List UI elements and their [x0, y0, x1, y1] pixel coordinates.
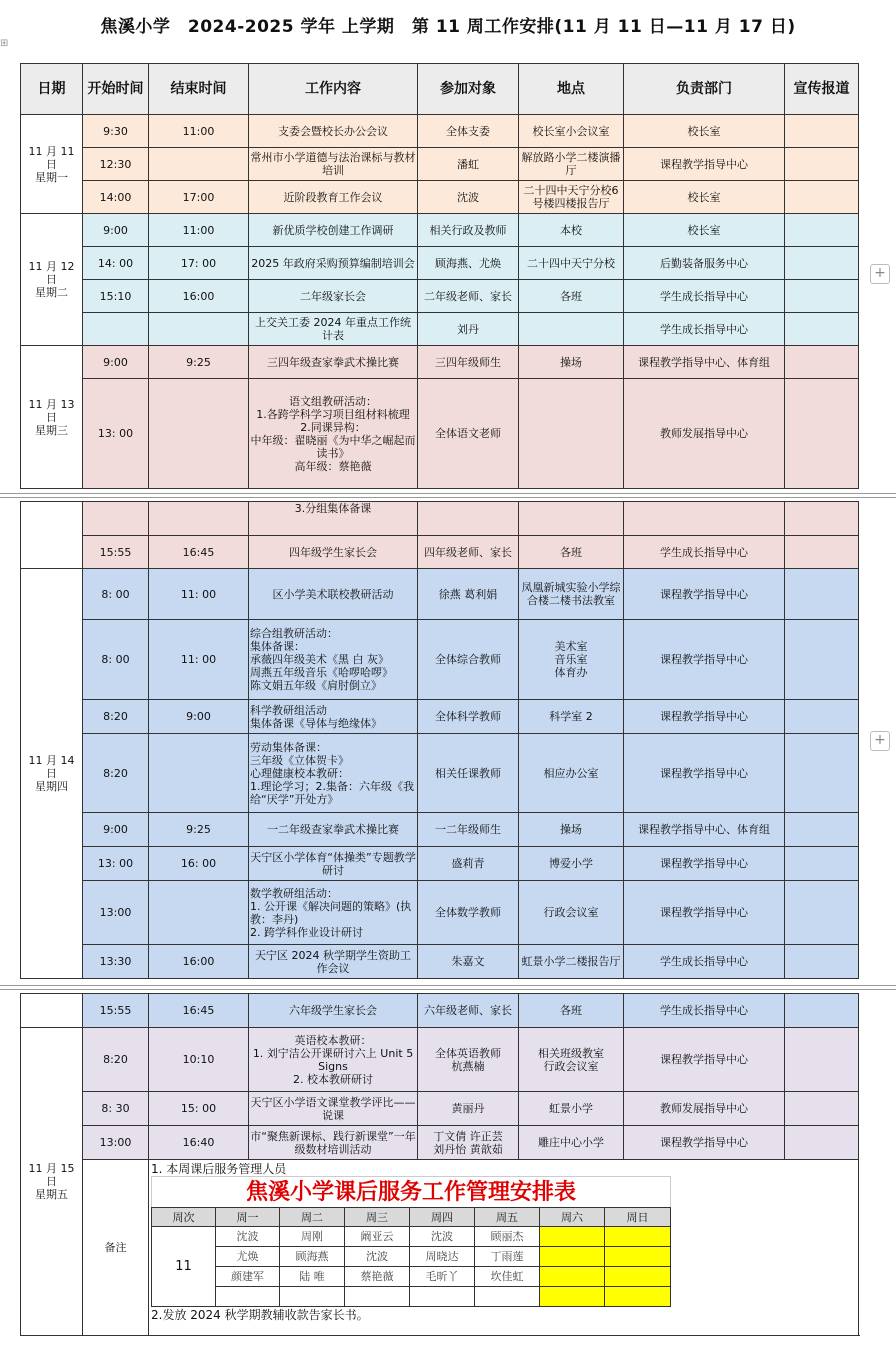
- cell-publicity: [785, 313, 859, 346]
- cell-department: 校长室: [624, 214, 785, 247]
- cell-participants: 二年级老师、家长: [418, 280, 519, 313]
- cell-department: 学生成长指导中心: [624, 945, 785, 979]
- cell-location: 各班: [519, 994, 624, 1028]
- header-publicity: 宣传报道: [785, 64, 859, 115]
- cell-publicity: [785, 247, 859, 280]
- day-cell-continued: [21, 994, 83, 1028]
- cell-participants: 刘丹: [418, 313, 519, 346]
- cell-end: [149, 502, 249, 536]
- service-header-row: [152, 1208, 671, 1227]
- cell-end: 9:25: [149, 813, 249, 847]
- cell-start: 13:30: [83, 945, 149, 979]
- table-row: [21, 1126, 859, 1160]
- cell-department: 课程教学指导中心: [624, 569, 785, 620]
- service-cell: 周晓达: [410, 1247, 475, 1267]
- service-header: 周六: [540, 1208, 605, 1227]
- cell-participants: 全体科学教师: [418, 700, 519, 734]
- table-row: [21, 881, 859, 945]
- cell-content: 新优质学校创建工作调研: [249, 214, 418, 247]
- service-table-title: 焦溪小学课后服务工作管理安排表: [151, 1176, 671, 1207]
- cell-content: 科学教研组活动 集体备课《导体与绝缘体》: [249, 700, 418, 734]
- cell-publicity: [785, 620, 859, 700]
- service-cell: 丁雨莲: [475, 1247, 540, 1267]
- service-cell-weekend: [540, 1247, 605, 1267]
- cell-department: 后勤装备服务中心: [624, 247, 785, 280]
- cell-content: 天宁区小学语文课堂教学评比——说课: [249, 1092, 418, 1126]
- cell-content: 语文组教研活动： 1.各跨学科学习项目组材料梳理 2.同课异构： 中年级：翟晓丽《为中华之崛起而读书》 高年级：蔡艳薇: [249, 379, 418, 489]
- cell-end: 9:25: [149, 346, 249, 379]
- cell-start: 13:00: [83, 1126, 149, 1160]
- service-cell: 沈波: [410, 1227, 475, 1247]
- schedule-table-page2: [20, 501, 859, 979]
- cell-location: 相应办公室: [519, 734, 624, 813]
- schedule-table-page3: [20, 993, 859, 1336]
- table-row: [21, 247, 859, 280]
- notes-cell: [149, 1160, 859, 1336]
- service-cell-weekend: [605, 1227, 671, 1247]
- cell-content: 2025 年政府采购预算编制培训会: [249, 247, 418, 280]
- cell-publicity: [785, 813, 859, 847]
- page-break: [0, 497, 896, 498]
- service-header: 周日: [605, 1208, 671, 1227]
- cell-location: 凤凰新城实验小学综合楼二楼书法教室: [519, 569, 624, 620]
- service-cell: 蔡艳薇: [345, 1267, 410, 1287]
- cell-department: 学生成长指导中心: [624, 994, 785, 1028]
- table-row: [21, 313, 859, 346]
- cell-location: 科学室 2: [519, 700, 624, 734]
- cell-location: 校长室小会议室: [519, 115, 624, 148]
- cell-department: 课程教学指导中心、体育组: [624, 346, 785, 379]
- service-cell: [345, 1287, 410, 1307]
- table-row: [21, 1028, 859, 1092]
- service-cell: 毛昕丫: [410, 1267, 475, 1287]
- table-row: [21, 280, 859, 313]
- cell-start: 8:20: [83, 1028, 149, 1092]
- cell-content: 三四年级查家拳武术操比赛: [249, 346, 418, 379]
- cell-start: 9:30: [83, 115, 149, 148]
- cell-department: 课程教学指导中心: [624, 1028, 785, 1092]
- table-row: [21, 115, 859, 148]
- cell-end: [149, 881, 249, 945]
- cell-end: 11: 00: [149, 569, 249, 620]
- cell-department: 课程教学指导中心: [624, 700, 785, 734]
- cell-location: 各班: [519, 536, 624, 569]
- cell-location: 各班: [519, 280, 624, 313]
- cell-end: [149, 379, 249, 489]
- table-row: [21, 346, 859, 379]
- service-cell: [280, 1287, 345, 1307]
- cell-location: 美术室 音乐室 体育办: [519, 620, 624, 700]
- cell-location: 操场: [519, 346, 624, 379]
- service-row: [152, 1267, 671, 1287]
- cell-start: 9:00: [83, 346, 149, 379]
- day-cell: 11 月 14 日 星期四: [21, 569, 83, 979]
- cell-location: [519, 313, 624, 346]
- cell-department: 课程教学指导中心: [624, 847, 785, 881]
- service-row: [152, 1247, 671, 1267]
- cell-start: 13: 00: [83, 379, 149, 489]
- cell-end: 15: 00: [149, 1092, 249, 1126]
- day-cell-continued: [21, 502, 83, 569]
- cell-publicity: [785, 994, 859, 1028]
- service-cell-weekend: [540, 1267, 605, 1287]
- table-move-handle-icon[interactable]: ⊞: [0, 38, 9, 49]
- cell-participants: 相关行政及教师: [418, 214, 519, 247]
- table-row: [21, 148, 859, 181]
- page-title: 焦溪小学 2024-2025 学年 上学期 第 11 周工作安排(11 月 11 日—11 月 17 日): [100, 17, 796, 37]
- cell-publicity: [785, 881, 859, 945]
- service-cell: 尤焕: [216, 1247, 280, 1267]
- cell-location: 虹景小学二楼报告厅: [519, 945, 624, 979]
- cell-participants: 沈波: [418, 181, 519, 214]
- table-row: [21, 1092, 859, 1126]
- cell-content: 二年级家长会: [249, 280, 418, 313]
- page-break: [0, 493, 896, 494]
- cell-publicity: [785, 502, 859, 536]
- cell-department: 课程教学指导中心: [624, 620, 785, 700]
- cell-content: 数学教研组活动： 1. 公开课《解决问题的策略》(执教：李丹) 2. 跨学科作业设计研讨: [249, 881, 418, 945]
- cell-content: 近阶段教育工作会议: [249, 181, 418, 214]
- cell-publicity: [785, 847, 859, 881]
- header-location: 地点: [519, 64, 624, 115]
- header-content: 工作内容: [249, 64, 418, 115]
- cell-publicity: [785, 1092, 859, 1126]
- service-cell: 沈波: [216, 1227, 280, 1247]
- service-cell: [475, 1287, 540, 1307]
- cell-location: 雕庄中心小学: [519, 1126, 624, 1160]
- table-row: [21, 379, 859, 489]
- cell-start: [83, 313, 149, 346]
- cell-location: 相关班级教室 行政会议室: [519, 1028, 624, 1092]
- cell-publicity: [785, 280, 859, 313]
- cell-department: 课程教学指导中心: [624, 1126, 785, 1160]
- table-row: [21, 700, 859, 734]
- header-end: 结束时间: [149, 64, 249, 115]
- service-cell-weekend: [605, 1267, 671, 1287]
- cell-end: [149, 148, 249, 181]
- service-cell: [216, 1287, 280, 1307]
- cell-start: 13:00: [83, 881, 149, 945]
- cell-publicity: [785, 536, 859, 569]
- cell-participants: 一二年级师生: [418, 813, 519, 847]
- cell-participants: 徐燕 葛利娟: [418, 569, 519, 620]
- cell-end: 11:00: [149, 214, 249, 247]
- table-row: [21, 181, 859, 214]
- cell-publicity: [785, 1028, 859, 1092]
- cell-content: 四年级学生家长会: [249, 536, 418, 569]
- service-header: 周五: [475, 1208, 540, 1227]
- cell-start: 9:00: [83, 214, 149, 247]
- cell-publicity: [785, 181, 859, 214]
- cell-participants: 四年级老师、家长: [418, 536, 519, 569]
- cell-start: 15:55: [83, 994, 149, 1028]
- cell-department: 课程教学指导中心: [624, 881, 785, 945]
- cell-department: 课程教学指导中心、体育组: [624, 813, 785, 847]
- cell-end: 11: 00: [149, 620, 249, 700]
- cell-start: 9:00: [83, 813, 149, 847]
- cell-publicity: [785, 569, 859, 620]
- service-cell-weekend: [540, 1287, 605, 1307]
- header-department: 负责部门: [624, 64, 785, 115]
- cell-publicity: [785, 214, 859, 247]
- service-cell: 沈波: [345, 1247, 410, 1267]
- cell-content: 天宁区小学体育“体操类”专题教学研讨: [249, 847, 418, 881]
- service-table: [151, 1207, 671, 1307]
- cell-end: 16:40: [149, 1126, 249, 1160]
- cell-publicity: [785, 148, 859, 181]
- cell-participants: 丁文倩 许正芸 刘丹怡 黄歆茹: [418, 1126, 519, 1160]
- cell-content: 六年级学生家长会: [249, 994, 418, 1028]
- cell-participants: 三四年级师生: [418, 346, 519, 379]
- cell-end: 9:00: [149, 700, 249, 734]
- cell-location: 博爱小学: [519, 847, 624, 881]
- service-cell-weekend: [540, 1227, 605, 1247]
- notes-label: 备注: [83, 1160, 149, 1336]
- service-week: 11: [152, 1227, 216, 1307]
- cell-publicity: [785, 1126, 859, 1160]
- header-date: 日期: [21, 64, 83, 115]
- cell-participants: 潘虹: [418, 148, 519, 181]
- cell-content: 市“聚焦新课标、践行新课堂”一年级数材培训活动: [249, 1126, 418, 1160]
- cell-end: 16: 00: [149, 847, 249, 881]
- cell-start: 13: 00: [83, 847, 149, 881]
- cell-end: 10:10: [149, 1028, 249, 1092]
- cell-participants: 黄丽丹: [418, 1092, 519, 1126]
- cell-publicity: [785, 734, 859, 813]
- cell-participants: 全体支委: [418, 115, 519, 148]
- cell-start: 14: 00: [83, 247, 149, 280]
- cell-end: 16:00: [149, 945, 249, 979]
- cell-start: 15:10: [83, 280, 149, 313]
- cell-start: 8:20: [83, 700, 149, 734]
- cell-location: 解放路小学二楼演播厅: [519, 148, 624, 181]
- table-row: [21, 813, 859, 847]
- service-cell: 坎佳虹: [475, 1267, 540, 1287]
- cell-end: 16:45: [149, 536, 249, 569]
- schedule-table-page1: [20, 63, 859, 489]
- cell-participants: 全体数学教师: [418, 881, 519, 945]
- cell-location: 本校: [519, 214, 624, 247]
- cell-end: 17:00: [149, 181, 249, 214]
- cell-content: 支委会暨校长办公会议: [249, 115, 418, 148]
- cell-end: 16:45: [149, 994, 249, 1028]
- cell-participants: 全体英语教师 杭燕楠: [418, 1028, 519, 1092]
- cell-department: 教师发展指导中心: [624, 1092, 785, 1126]
- header-row: [21, 64, 859, 115]
- page-break: [0, 989, 896, 990]
- service-cell-weekend: [605, 1247, 671, 1267]
- cell-publicity: [785, 700, 859, 734]
- cell-end: 11:00: [149, 115, 249, 148]
- cell-location: 行政会议室: [519, 881, 624, 945]
- table-row: [21, 734, 859, 813]
- cell-participants: [418, 502, 519, 536]
- cell-location: 虹景小学: [519, 1092, 624, 1126]
- cell-department: 学生成长指导中心: [624, 536, 785, 569]
- service-header: 周次: [152, 1208, 216, 1227]
- day-cell: 11 月 13 日 星期三: [21, 346, 83, 489]
- add-row-plus-icon[interactable]: +: [870, 731, 890, 751]
- table-row: [21, 214, 859, 247]
- notes-line-1: 1. 本周课后服务管理人员: [151, 1162, 287, 1176]
- day-cell: 11 月 11 日 星期一: [21, 115, 83, 214]
- table-row: [21, 945, 859, 979]
- cell-start: [83, 502, 149, 536]
- cell-content: 上交关工委 2024 年重点工作统计表: [249, 313, 418, 346]
- notes-row: [21, 1160, 859, 1336]
- cell-location: [519, 379, 624, 489]
- table-row: [21, 569, 859, 620]
- cell-department: 学生成长指导中心: [624, 280, 785, 313]
- cell-publicity: [785, 346, 859, 379]
- table-row: [21, 536, 859, 569]
- cell-content: 3.分组集体备课: [249, 502, 418, 536]
- cell-department: 校长室: [624, 181, 785, 214]
- cell-department: 课程教学指导中心: [624, 734, 785, 813]
- service-header: 周四: [410, 1208, 475, 1227]
- cell-start: 14:00: [83, 181, 149, 214]
- cell-department: 教师发展指导中心: [624, 379, 785, 489]
- service-header: 周二: [280, 1208, 345, 1227]
- service-cell: 顾丽杰: [475, 1227, 540, 1247]
- cell-content: 一二年级查家拳武术操比赛: [249, 813, 418, 847]
- cell-department: 课程教学指导中心: [624, 148, 785, 181]
- day-cell: 11 月 15 日 星期五: [21, 1028, 83, 1336]
- service-cell-weekend: [605, 1287, 671, 1307]
- service-cell: [410, 1287, 475, 1307]
- cell-content: 英语校本教研： 1. 刘宁洁公开课研讨六上 Unit 5 Signs 2. 校本教研研讨: [249, 1028, 418, 1092]
- cell-content: 劳动集体备课： 三年级《立体贺卡》 心理健康校本教研： 1.理论学习；2.集备：六年级《我给“厌学”开处方》: [249, 734, 418, 813]
- header-participants: 参加对象: [418, 64, 519, 115]
- cell-location: [519, 502, 624, 536]
- cell-content: 天宁区 2024 秋学期学生资助工作会议: [249, 945, 418, 979]
- page-break: [0, 985, 896, 986]
- cell-end: 17: 00: [149, 247, 249, 280]
- service-cell: 颜建军: [216, 1267, 280, 1287]
- table-row: [21, 620, 859, 700]
- cell-participants: 全体语文老师: [418, 379, 519, 489]
- service-cell: 阚亚云: [345, 1227, 410, 1247]
- cell-participants: 朱嘉文: [418, 945, 519, 979]
- table-row: [21, 502, 859, 536]
- add-row-plus-icon[interactable]: +: [870, 264, 890, 284]
- cell-start: 15:55: [83, 536, 149, 569]
- cell-start: 8: 30: [83, 1092, 149, 1126]
- service-cell: 顾海燕: [280, 1247, 345, 1267]
- header-start: 开始时间: [83, 64, 149, 115]
- cell-start: 8:20: [83, 734, 149, 813]
- cell-participants: 顾海燕、尤焕: [418, 247, 519, 280]
- cell-location: 二十四中天宁分校6 号楼四楼报告厅: [519, 181, 624, 214]
- table-row: [21, 847, 859, 881]
- cell-department: 学生成长指导中心: [624, 313, 785, 346]
- cell-participants: 相关任课教师: [418, 734, 519, 813]
- cell-participants: 全体综合教师: [418, 620, 519, 700]
- cell-publicity: [785, 945, 859, 979]
- cell-participants: 六年级老师、家长: [418, 994, 519, 1028]
- service-cell: 陆 唯: [280, 1267, 345, 1287]
- service-cell: 周刚: [280, 1227, 345, 1247]
- cell-content: 区小学美术联校教研活动: [249, 569, 418, 620]
- cell-end: 16:00: [149, 280, 249, 313]
- cell-location: 操场: [519, 813, 624, 847]
- table-row: [21, 994, 859, 1028]
- cell-start: 8: 00: [83, 620, 149, 700]
- service-header: 周一: [216, 1208, 280, 1227]
- cell-end: [149, 734, 249, 813]
- cell-publicity: [785, 379, 859, 489]
- cell-content: 综合组教研活动： 集体备课： 承薇四年级美术《黑 白 灰》 周燕五年级音乐《哈啰哈啰》 陈文娟五年级《肩肘倒立》: [249, 620, 418, 700]
- cell-participants: 盛莉青: [418, 847, 519, 881]
- cell-publicity: [785, 115, 859, 148]
- cell-department: 校长室: [624, 115, 785, 148]
- day-cell: 11 月 12 日 星期二: [21, 214, 83, 346]
- service-header: 周三: [345, 1208, 410, 1227]
- service-row: [152, 1227, 671, 1247]
- cell-start: 12:30: [83, 148, 149, 181]
- cell-location: 二十四中天宁分校: [519, 247, 624, 280]
- notes-line-2: 2.发放 2024 秋学期教辅收款告家长书。: [151, 1308, 369, 1322]
- cell-department: [624, 502, 785, 536]
- service-row: [152, 1287, 671, 1307]
- cell-content: 常州市小学道德与法治课标与教材培训: [249, 148, 418, 181]
- cell-end: [149, 313, 249, 346]
- cell-start: 8: 00: [83, 569, 149, 620]
